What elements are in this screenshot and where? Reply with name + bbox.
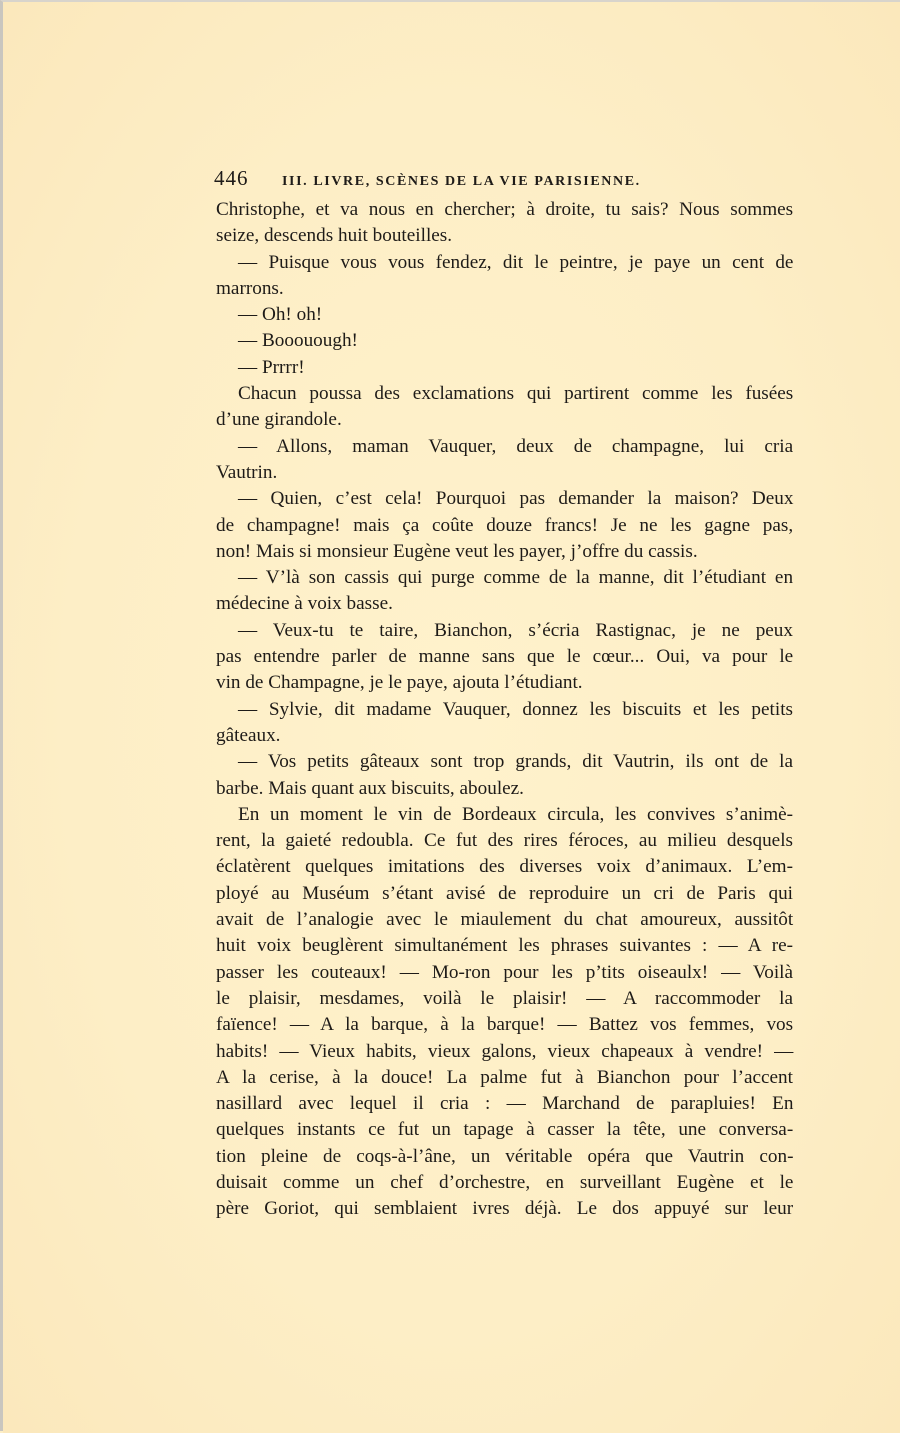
text-line: gâteaux. — [216, 724, 281, 746]
text-line: — Oh! oh! — [238, 304, 323, 326]
text-line: avait de l’analogie avec le miaulement du chat amoureux, aussitôt — [216, 909, 794, 931]
text-line: seize, descends huit bouteilles. — [216, 225, 453, 247]
text-line: — Prrrr! — [238, 356, 305, 378]
text-line: pas entendre parler de manne sans que le cœur... Oui, va pour le — [216, 646, 794, 668]
text-line: marrons. — [216, 277, 284, 299]
text-line: de champagne! mais ça coûte douze francs! Je ne les gagne pas, — [216, 514, 794, 536]
text-line: Chacun poussa des exclamations qui partirent comme les fusées — [238, 383, 794, 405]
body-text — [216, 197, 793, 1223]
page-number: 446 — [214, 166, 249, 190]
text-line: — Booouough! — [238, 330, 358, 352]
text-line: le plaisir, mesdames, voilà le plaisir! — A raccommoder la — [216, 987, 793, 1009]
text-line: quelques instants ce fut un tapage à casser la tête, une conversa- — [216, 1119, 794, 1141]
text-line: — V’là son cassis qui purge comme de la manne, dit l’étudiant en — [238, 567, 794, 589]
text-line: — Allons, maman Vauquer, deux de champagne, lui cria — [238, 435, 794, 457]
text-line: — Veux-tu te taire, Bianchon, s’écria Rastignac, je ne peux — [238, 619, 793, 641]
text-line: A la cerise, à la douce! La palme fut à Bianchon pour l’accent — [216, 1066, 793, 1088]
text-line: d’une girandole. — [216, 409, 342, 431]
text-line: rent, la gaieté redoubla. Ce fut des rires féroces, au milieu desquels — [216, 830, 793, 852]
text-line: barbe. Mais quant aux biscuits, aboulez. — [216, 777, 524, 799]
text-line: vin de Champagne, je le paye, ajouta l’étudiant. — [216, 672, 583, 694]
text-line: — Sylvie, dit madame Vauquer, donnez les biscuits et les petits — [238, 698, 793, 720]
text-line: médecine à voix basse. — [216, 593, 393, 615]
text-line: — Quien, c’est cela! Pourquoi pas demander la maison? Deux — [238, 488, 794, 510]
text-line: père Goriot, qui semblaient ivres déjà. Le dos appuyé sur leur — [216, 1198, 794, 1220]
text-line: — Puisque vous vous fendez, dit le peintre, je paye un cent de — [238, 251, 794, 273]
text-line: faïence! — A la barque, à la barque! — Battez vos femmes, vos — [216, 1014, 794, 1036]
text-line: Vautrin. — [216, 461, 278, 483]
running-head: III. LIVRE, SCÈNES DE LA VIE PARISIENNE. — [282, 174, 641, 189]
page-header — [214, 166, 794, 191]
text-line: passer les couteaux! — Mo-ron pour les p’tits oiseaulx! — Voilà — [216, 961, 793, 983]
text-line: — Vos petits gâteaux sont trop grands, dit Vautrin, ils ont de la — [238, 751, 793, 773]
text-line: habits! — Vieux habits, vieux galons, vieux chapeaux à vendre! — — [216, 1040, 794, 1062]
text-line: éclatèrent quelques imitations des diverses voix d’animaux. L’em- — [216, 856, 793, 878]
text-line: huit voix beuglèrent simultanément les phrases suivantes : — A re- — [216, 935, 793, 957]
text-line: tion pleine de coqs-à-l’âne, un véritable opéra que Vautrin con- — [216, 1145, 794, 1167]
text-line: non! Mais si monsieur Eugène veut les payer, j’offre du cassis. — [216, 540, 698, 562]
book-page — [3, 2, 900, 1433]
text-line: Christophe, et va nous en chercher; à droite, tu sais? Nous sommes — [216, 199, 794, 220]
text-line: nasillard avec lequel il cria : — Marchand de parapluies! En — [216, 1093, 794, 1115]
text-line: En un moment le vin de Bordeaux circula, les convives s’animè- — [238, 803, 794, 825]
text-line: duisait comme un chef d’orchestre, en surveillant Eugène et le — [216, 1171, 794, 1193]
text-line: ployé au Muséum s’étant avisé de reproduire un cri de Paris qui — [216, 882, 793, 904]
